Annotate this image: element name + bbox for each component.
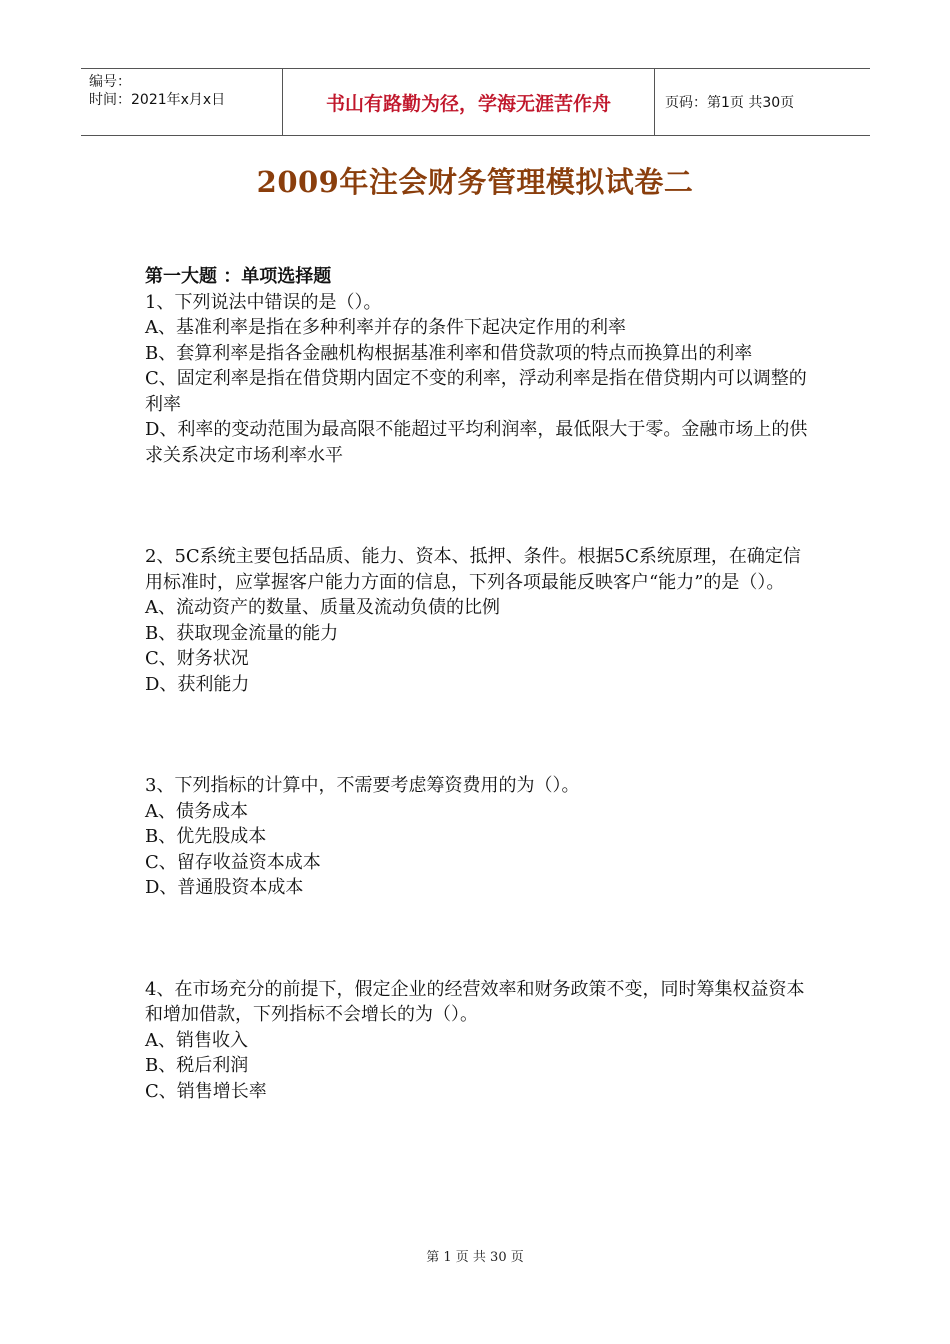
- question-4: [145, 977, 815, 1105]
- time-label: 时间：2021年x月x日: [89, 92, 226, 108]
- header-table: [81, 68, 870, 136]
- document-title: 2009年注会财务管理模拟试卷二: [256, 165, 694, 199]
- question-option: C、留存收益资本成本: [145, 851, 321, 873]
- spacer: [145, 697, 815, 773]
- header-page-info: 页码：第1页 共30页: [665, 95, 795, 111]
- question-option: C、销售增长率: [145, 1080, 267, 1102]
- header-motto: 书山有路勤为径，学海无涯苦作舟: [283, 69, 655, 135]
- spacer: [145, 901, 815, 977]
- question-option: A、基准利率是指在多种利率并存的条件下起决定作用的利率: [145, 317, 626, 338]
- section-heading: 第一大题 ：单项选择题: [145, 266, 332, 287]
- question-stem: 3、下列指标的计算中，不需要考虑筹资费用的为（）。: [145, 775, 580, 796]
- question-option: C、固定利率是指在借贷期内固定不变的利率，浮动利率是指在借贷期内可以调整的利率: [145, 368, 807, 415]
- question-1: [145, 290, 815, 469]
- question-option: B、优先股成本: [145, 826, 267, 847]
- question-stem: 2、5C系统主要包括品质、能力、资本、抵押、条件。根据5C系统原理，在确定信用标准时，应掌握客户能力方面的信息，下列各项最能反映客户“能力”的是（）。: [145, 546, 801, 593]
- question-option: D、利率的变动范围为最高限不能超过平均利润率，最低限大于零。金融市场上的供求关系决定市场利率水平: [145, 419, 808, 466]
- number-label: 编号：: [89, 74, 131, 90]
- question-stem: 1、下列说法中错误的是（）。: [145, 291, 382, 313]
- question-option: D、普通股资本成本: [145, 877, 304, 898]
- question-option: B、获取现金流量的能力: [145, 622, 339, 644]
- question-option: A、债务成本: [145, 800, 248, 822]
- question-option: D、获利能力: [145, 673, 250, 695]
- question-2: [145, 544, 815, 697]
- document-body: [145, 264, 815, 1104]
- page-footer: 第 1 页 共 30 页: [426, 1250, 524, 1265]
- header-meta-cell: [81, 69, 283, 135]
- question-option: A、流动资产的数量、质量及流动负债的比例: [145, 597, 500, 618]
- question-option: A、销售收入: [145, 1029, 248, 1051]
- spacer: [145, 468, 815, 544]
- question-option: B、套算利率是指各金融机构根据基准利率和借贷款项的特点而换算出的利率: [145, 342, 753, 364]
- question-option: B、税后利润: [145, 1055, 249, 1076]
- question-3: [145, 773, 815, 901]
- question-stem: 4、在市场充分的前提下，假定企业的经营效率和财务政策不变，同时筹集权益资本和增加借款，下列指标不会增长的为（）。: [145, 978, 805, 1025]
- question-option: C、财务状况: [145, 648, 249, 669]
